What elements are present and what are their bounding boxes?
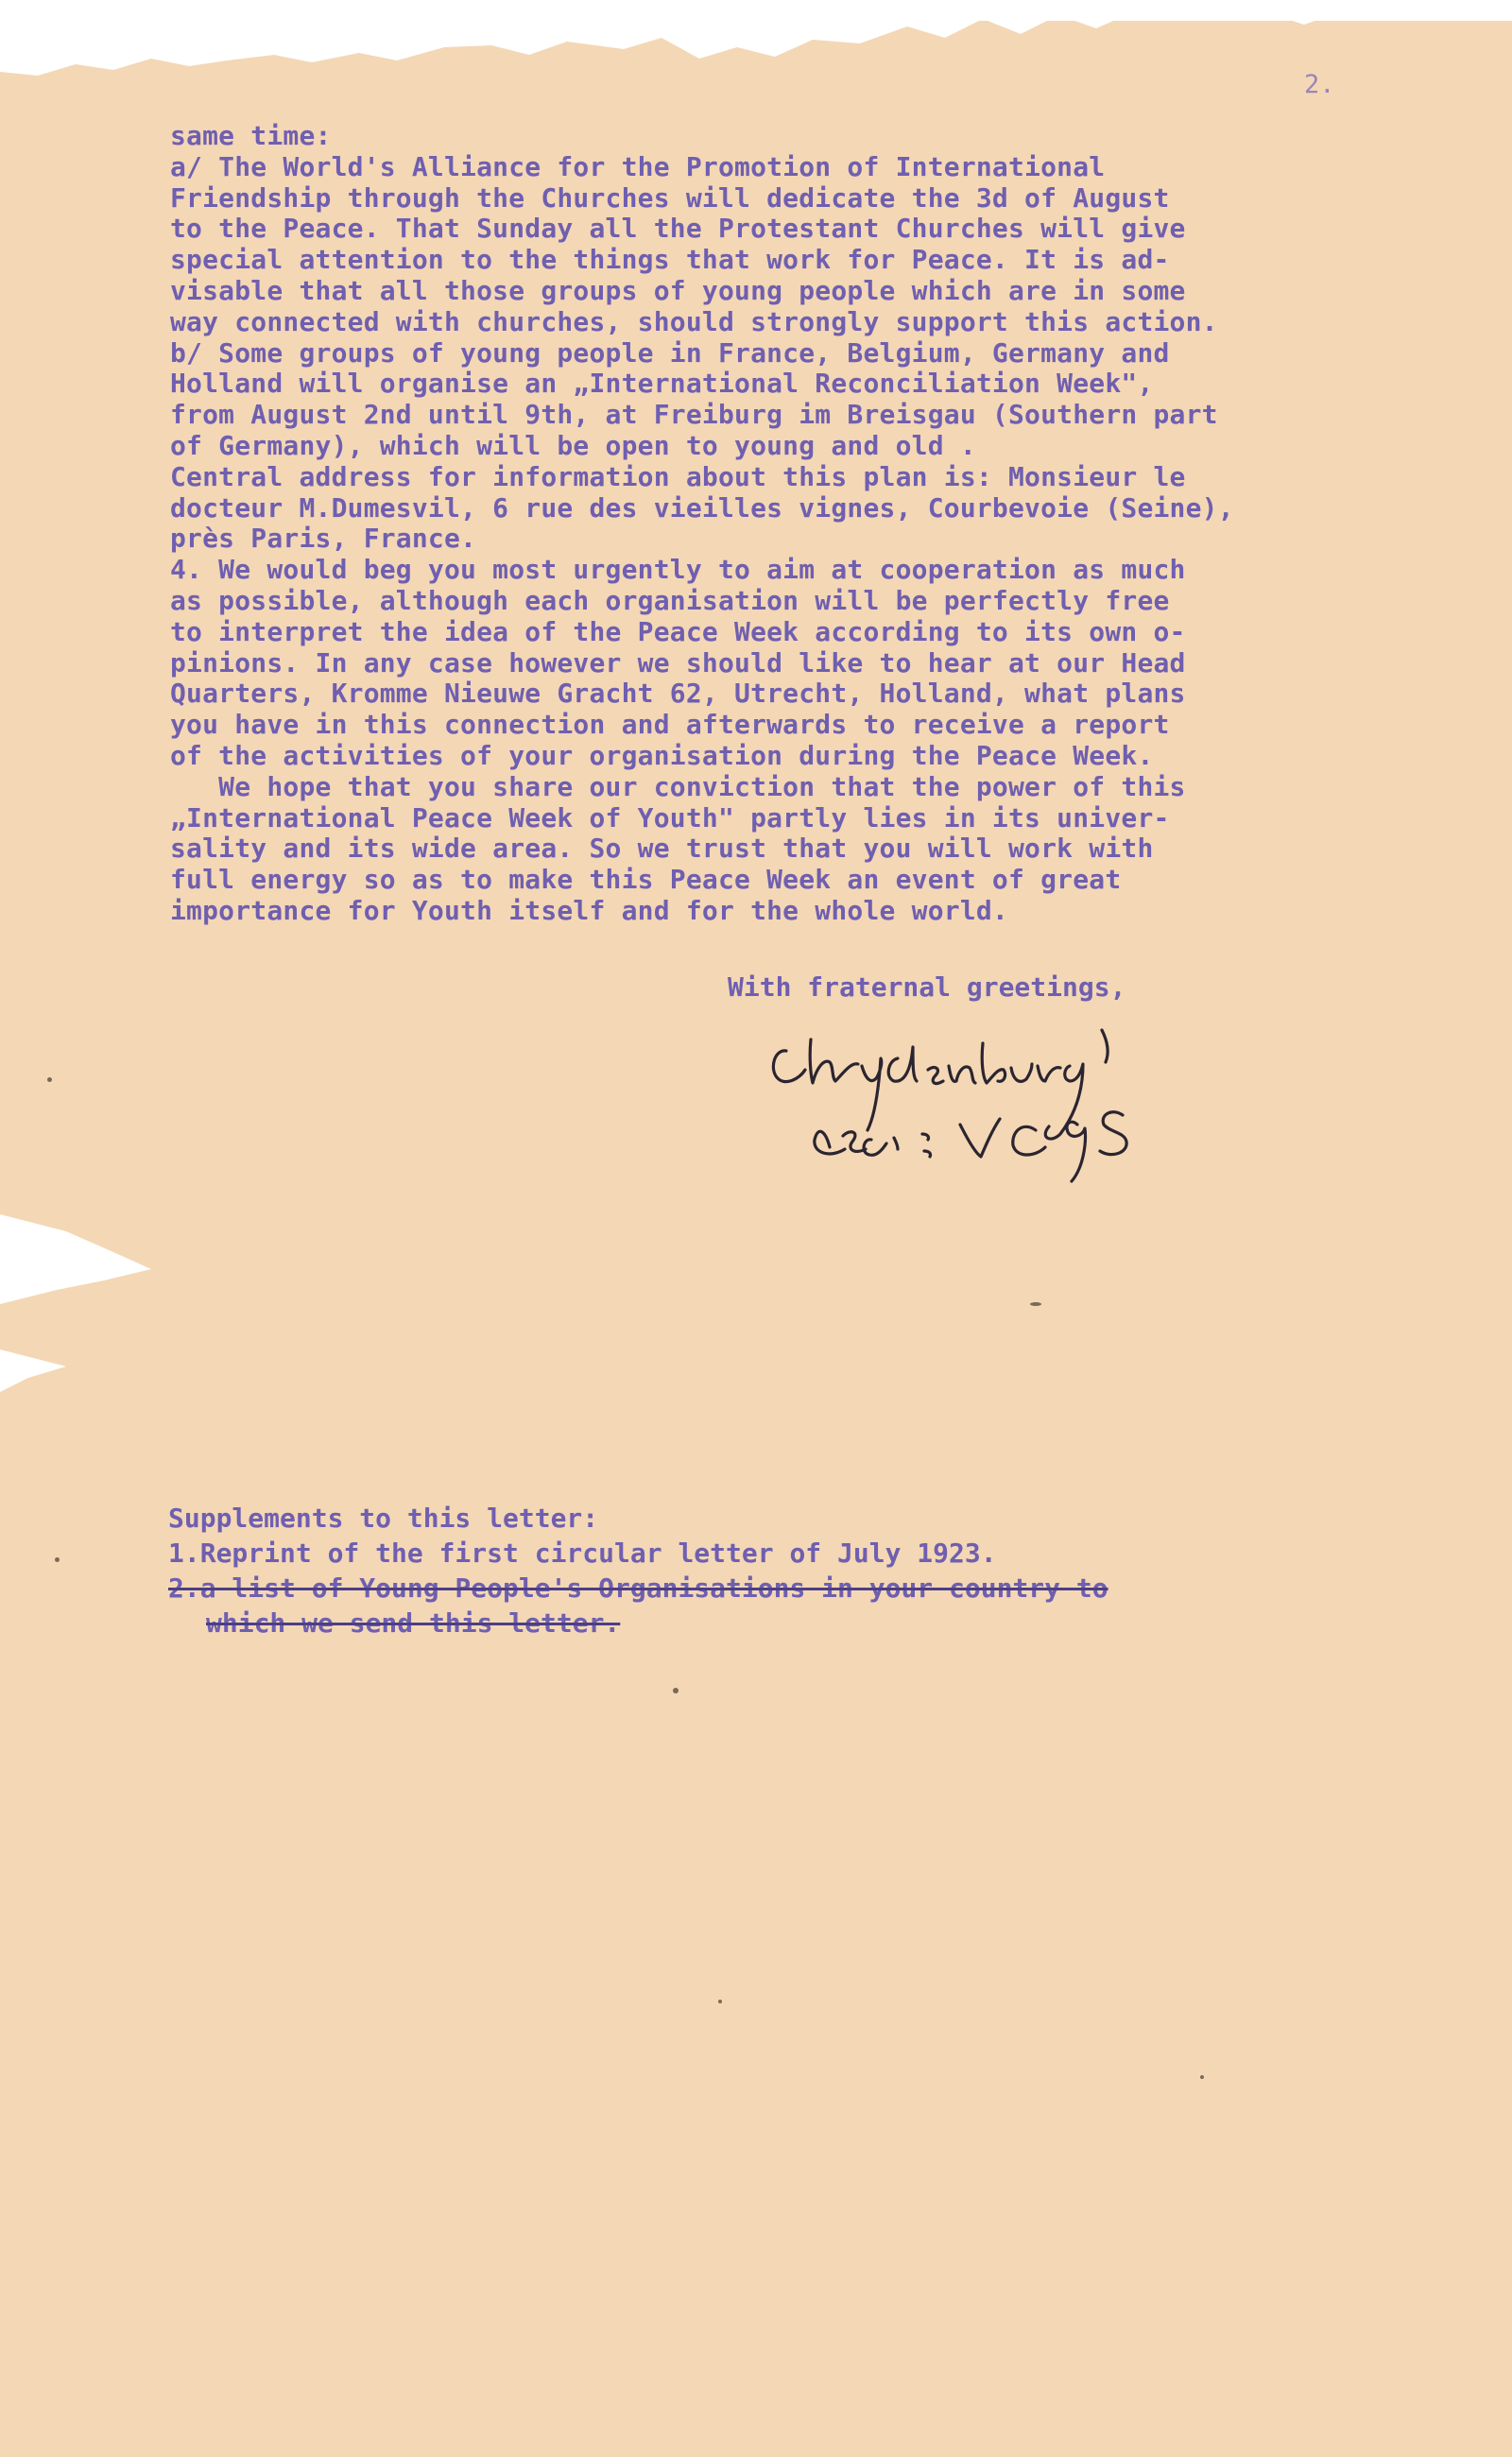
supplement-item-1: 1.Reprint of the first circular letter of July 1923. <box>168 1538 997 1569</box>
body-line: Central address for information about this plan is: Monsieur le <box>170 460 1186 492</box>
body-line: pinions. In any case however we should like to hear at our Head <box>170 646 1186 679</box>
body-line: same time: <box>170 120 332 151</box>
body-line: „International Peace Week of Youth" partly lies in its univer- <box>170 801 1170 833</box>
body-line: 4. We would beg you most urgently to aim at cooperation as much <box>170 554 1186 586</box>
paper-speck <box>1200 2075 1204 2079</box>
body-line: sality and its wide area. So we trust that you will work with <box>170 833 1154 865</box>
body-line: as possible, although each organisation will be perfectly free <box>170 584 1170 616</box>
paper-speck <box>55 1557 60 1562</box>
paper-speck <box>1030 1302 1041 1306</box>
body-line: of the activities of your organisation during the Peace Week. <box>170 739 1154 771</box>
body-line: Holland will organise an „International Reconciliation Week", <box>170 368 1154 400</box>
page-number: 2. <box>1304 70 1335 99</box>
closing-greeting: With fraternal greetings, <box>728 971 1126 1003</box>
torn-top-edge <box>0 0 1512 85</box>
body-line: you have in this connection and afterwards to receive a report <box>170 709 1170 741</box>
torn-left-edge <box>0 1214 151 1304</box>
body-line: of Germany), which will be open to young and old . <box>170 429 976 461</box>
body-line: special attention to the things that work for Peace. It is ad- <box>170 244 1170 276</box>
supplements-section <box>168 1501 1397 1641</box>
body-line: Friendship through the Churches will dedicate the 3d of August <box>170 181 1170 214</box>
paper-speck <box>47 1077 52 1082</box>
body-line: visable that all those groups of young people which are in some <box>170 274 1186 306</box>
paper-speck <box>673 1688 679 1693</box>
letter-body <box>170 121 1436 927</box>
body-line: to interpret the idea of the Peace Week according to its own o- <box>170 615 1186 647</box>
body-line: We hope that you share our conviction that the power of this <box>170 770 1186 802</box>
body-line: a/ The World's Alliance for the Promotion of International <box>170 150 1106 182</box>
supplement-item-2-struck: 2.a list of Young People's Organisations in your country to <box>168 1572 1108 1604</box>
body-line: from August 2nd until 9th, at Freiburg im Breisgau (Southern part <box>170 399 1218 431</box>
body-line: way connected with churches, should strongly support this action. <box>170 305 1218 337</box>
body-line: to the Peace. That Sunday all the Protestant Churches will give <box>170 213 1186 245</box>
body-line: b/ Some groups of young people in France, Belgium, Germany and <box>170 336 1170 369</box>
handwritten-signature <box>756 1021 1247 1191</box>
body-line: près Paris, France. <box>170 523 477 555</box>
body-line: importance for Youth itself and for the whole world. <box>170 894 1008 926</box>
body-line: docteur M.Dumesvil, 6 rue des vieilles vignes, Courbevoie (Seine), <box>170 491 1234 524</box>
body-line: full energy so as to make this Peace Week an event of great <box>170 864 1122 896</box>
body-line: Quarters, Kromme Nieuwe Gracht 62, Utrecht, Holland, what plans <box>170 678 1186 710</box>
torn-left-notch <box>0 1349 66 1392</box>
paper-speck <box>718 2000 722 2003</box>
supplement-item-2-struck-continued: which we send this letter. <box>206 1607 621 1639</box>
supplements-title: Supplements to this letter: <box>168 1503 599 1534</box>
